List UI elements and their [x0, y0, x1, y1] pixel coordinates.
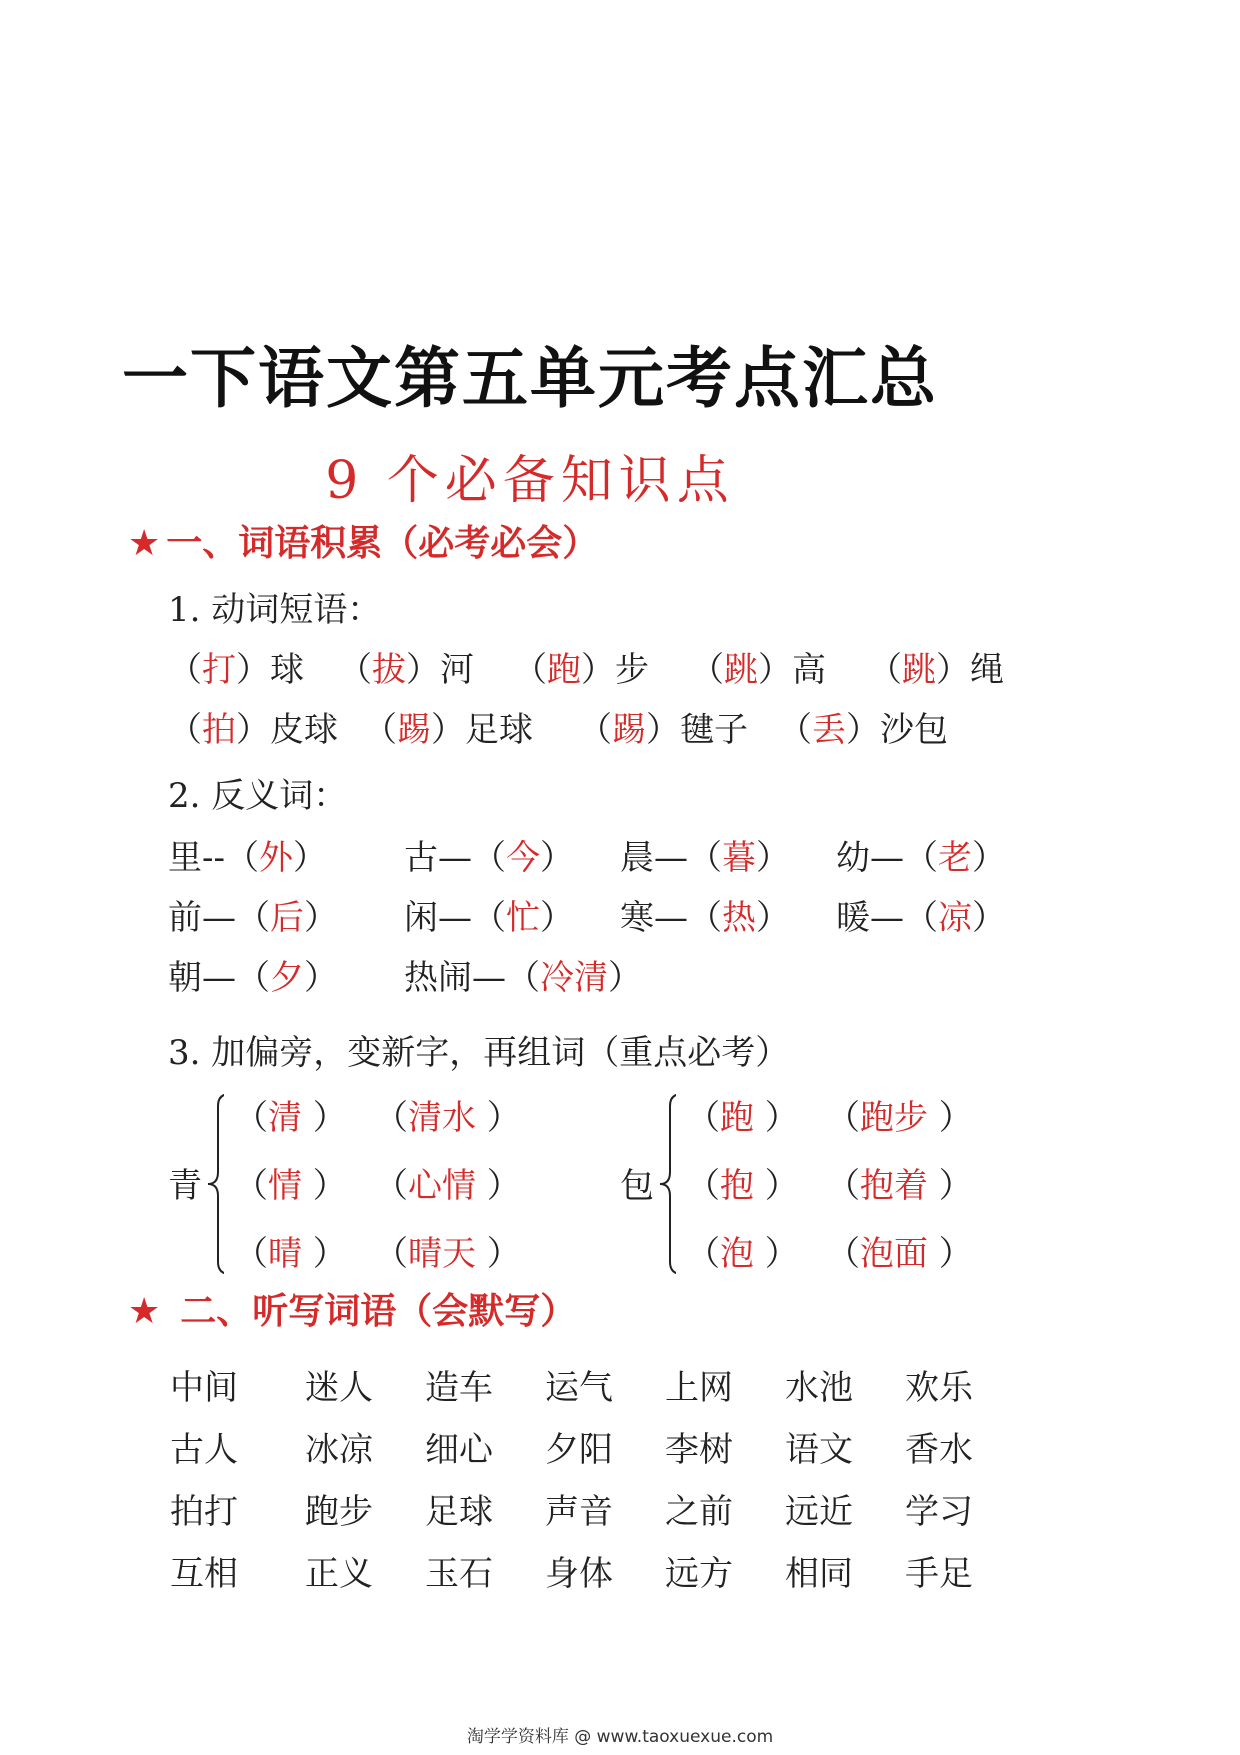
- paren-close: ）: [476, 1234, 521, 1274]
- new-word-slot: [374, 1226, 521, 1275]
- paren-open: （: [686, 1098, 720, 1138]
- antonym-answer: 热: [722, 898, 756, 938]
- section-1-heading-text: 一、词语积累（必考必会）: [166, 523, 599, 564]
- new-char-slot: [234, 1090, 347, 1139]
- new-word-answer: 心情: [408, 1166, 476, 1206]
- paren-open: （: [513, 650, 547, 690]
- new-word-slot: [826, 1158, 973, 1207]
- dictation-word: 李树: [665, 1430, 733, 1470]
- new-word-slot: [826, 1090, 973, 1139]
- verb-phrase: [868, 642, 1004, 691]
- dictation-word: 香水: [905, 1430, 973, 1470]
- paren-open: （: [234, 1166, 268, 1206]
- verb-phrase: [363, 702, 533, 751]
- dictation-word: 上网: [665, 1368, 733, 1408]
- new-char-slot: [234, 1158, 347, 1207]
- antonym-answer: 老: [938, 838, 972, 878]
- section-2-heading-text: 二、听写词语（会默写）: [180, 1291, 577, 1332]
- noun-word: 高: [792, 650, 826, 690]
- antonym-pair: [404, 890, 574, 939]
- dictation-word: 冰凉: [305, 1430, 373, 1470]
- new-word-answer: 抱着: [860, 1166, 928, 1206]
- antonym-word: 古—（: [404, 838, 506, 878]
- dictation-word: 学习: [905, 1492, 973, 1532]
- paren-close: ）: [406, 650, 440, 690]
- dictation-word: 声音: [545, 1492, 613, 1532]
- paren-close: ）: [608, 958, 642, 998]
- antonym-answer: 后: [270, 898, 304, 938]
- dictation-word: 足球: [425, 1492, 493, 1532]
- dictation-word: 之前: [665, 1492, 733, 1532]
- new-word-slot: [826, 1226, 973, 1275]
- verb-answer: 跳: [724, 650, 758, 690]
- verb-phrase: [168, 702, 338, 751]
- noun-word: 毽子: [680, 710, 748, 750]
- noun-word: 河: [440, 650, 474, 690]
- paren-close: ）: [236, 710, 270, 750]
- paren-open: （: [338, 650, 372, 690]
- dictation-word: 古人: [170, 1430, 238, 1470]
- paren-close: ）: [581, 650, 615, 690]
- paren-close: ）: [754, 1234, 799, 1274]
- paren-open: （: [374, 1098, 408, 1138]
- antonym-pair: [836, 830, 1006, 879]
- paren-close: ）: [304, 958, 338, 998]
- paren-close: ）: [754, 1098, 799, 1138]
- verb-answer: 拔: [372, 650, 406, 690]
- dictation-word: 身体: [545, 1554, 613, 1594]
- new-word-slot: [374, 1158, 521, 1207]
- paren-open: （: [374, 1166, 408, 1206]
- antonym-word: 朝—（: [168, 958, 270, 998]
- antonym-answer: 今: [506, 838, 540, 878]
- dictation-word: 迷人: [305, 1368, 373, 1408]
- verb-answer: 踢: [612, 710, 646, 750]
- part-1-label: 1. 动词短语：: [168, 590, 382, 630]
- antonym-answer: 夕: [270, 958, 304, 998]
- paren-open: （: [363, 710, 397, 750]
- verb-phrase: [690, 642, 826, 691]
- antonym-answer: 凉: [938, 898, 972, 938]
- new-char-slot: [686, 1158, 799, 1207]
- paren-open: （: [826, 1166, 860, 1206]
- dictation-word: 远方: [665, 1554, 733, 1594]
- noun-word: 球: [270, 650, 304, 690]
- antonym-word: 前—（: [168, 898, 270, 938]
- page-title: 一下语文第五单元考点汇总: [122, 340, 938, 417]
- paren-close: ）: [928, 1234, 973, 1274]
- dictation-word: 跑步: [305, 1492, 373, 1532]
- dictation-word: 中间: [170, 1368, 238, 1408]
- paren-open: （: [234, 1234, 268, 1274]
- dictation-word: 运气: [545, 1368, 613, 1408]
- paren-open: （: [578, 710, 612, 750]
- paren-close: ）: [292, 838, 327, 878]
- star-icon: ★: [128, 1291, 161, 1332]
- curly-brace-icon: [658, 1090, 676, 1278]
- new-char-answer: 抱: [720, 1166, 754, 1206]
- radical-root-char: 包: [620, 1166, 654, 1206]
- antonym-word: 暖—（: [836, 898, 938, 938]
- noun-word: 绳: [970, 650, 1004, 690]
- paren-close: ）: [304, 898, 338, 938]
- antonym-pair: [620, 890, 790, 939]
- star-icon: ★: [128, 523, 161, 564]
- antonym-word: 闲—（: [404, 898, 506, 938]
- antonym-word: 里--（: [168, 838, 259, 878]
- page-subtitle: 9 个必备知识点: [325, 451, 735, 511]
- antonym-word: 幼—（: [836, 838, 938, 878]
- part-2-label: 2. 反义词：: [168, 776, 348, 816]
- antonym-pair: [620, 830, 790, 879]
- new-word-answer: 跑步: [860, 1098, 928, 1138]
- paren-close: ）: [476, 1166, 521, 1206]
- paren-close: ）: [936, 650, 970, 690]
- dictation-word: 造车: [425, 1368, 493, 1408]
- paren-open: （: [234, 1098, 268, 1138]
- paren-close: ）: [846, 710, 880, 750]
- verb-phrase: [168, 642, 304, 691]
- paren-close: ）: [431, 710, 465, 750]
- verb-answer: 打: [202, 650, 236, 690]
- paren-close: ）: [928, 1166, 973, 1206]
- antonym-pair: [168, 950, 338, 999]
- new-word-answer: 晴天: [408, 1234, 476, 1274]
- paren-close: ）: [754, 1166, 799, 1206]
- paren-close: ）: [302, 1234, 347, 1274]
- antonym-answer: 忙: [506, 898, 540, 938]
- paren-close: ）: [236, 650, 270, 690]
- footer-watermark: 淘学学资料库 @ www.taoxuexue.com: [466, 1727, 774, 1747]
- paren-open: （: [168, 710, 202, 750]
- dictation-word: 玉石: [425, 1554, 493, 1594]
- paren-close: ）: [646, 710, 680, 750]
- verb-answer: 跑: [547, 650, 581, 690]
- antonym-pair: [404, 830, 574, 879]
- paren-close: ）: [928, 1098, 973, 1138]
- antonym-answer: 外: [258, 838, 293, 878]
- noun-word: 皮球: [270, 710, 338, 750]
- antonym-word: 晨—（: [620, 838, 722, 878]
- paren-open: （: [826, 1098, 860, 1138]
- new-char-answer: 晴: [268, 1234, 302, 1274]
- antonym-pair: [168, 830, 327, 879]
- paren-close: ）: [476, 1098, 521, 1138]
- paren-open: （: [686, 1234, 720, 1274]
- new-word-answer: 清水: [408, 1098, 476, 1138]
- verb-phrase: [578, 702, 748, 751]
- part-3-label: 3. 加偏旁，变新字，再组词（重点必考）: [168, 1033, 790, 1073]
- radical-root-char: 青: [168, 1166, 202, 1206]
- paren-open: （: [826, 1234, 860, 1274]
- paren-close: ）: [302, 1098, 347, 1138]
- verb-answer: 丢: [812, 710, 846, 750]
- dictation-word: 互相: [170, 1554, 238, 1594]
- paren-open: （: [690, 650, 724, 690]
- curly-brace-icon: [206, 1090, 224, 1278]
- verb-phrase: [338, 642, 474, 691]
- antonym-pair: [168, 890, 338, 939]
- new-char-answer: 清: [268, 1098, 302, 1138]
- antonym-word: 寒—（: [620, 898, 722, 938]
- new-char-slot: [234, 1226, 347, 1275]
- verb-phrase: [778, 702, 948, 751]
- new-char-answer: 跑: [720, 1098, 754, 1138]
- new-char-slot: [686, 1226, 799, 1275]
- new-char-slot: [686, 1090, 799, 1139]
- section-2-heading: [128, 1283, 576, 1334]
- section-1-heading: [128, 515, 598, 566]
- paren-close: ）: [540, 898, 574, 938]
- paren-open: （: [374, 1234, 408, 1274]
- new-char-answer: 情: [268, 1166, 302, 1206]
- noun-word: 足球: [465, 710, 533, 750]
- paren-close: ）: [756, 838, 790, 878]
- dictation-word: 相同: [785, 1554, 853, 1594]
- paren-close: ）: [756, 898, 790, 938]
- paren-close: ）: [540, 838, 574, 878]
- paren-close: ）: [972, 898, 1006, 938]
- paren-open: （: [868, 650, 902, 690]
- antonym-answer: 暮: [722, 838, 756, 878]
- new-char-answer: 泡: [720, 1234, 754, 1274]
- dictation-word: 欢乐: [905, 1368, 973, 1408]
- dictation-word: 水池: [785, 1368, 853, 1408]
- antonym-pair: [836, 890, 1006, 939]
- noun-word: 沙包: [880, 710, 948, 750]
- paren-close: ）: [302, 1166, 347, 1206]
- new-word-slot: [374, 1090, 521, 1139]
- paren-open: （: [168, 650, 202, 690]
- dictation-word: 语文: [785, 1430, 853, 1470]
- paren-close: ）: [758, 650, 792, 690]
- paren-open: （: [778, 710, 812, 750]
- dictation-word: 远近: [785, 1492, 853, 1532]
- verb-answer: 拍: [202, 710, 236, 750]
- dictation-word: 正义: [305, 1554, 373, 1594]
- antonym-answer: 冷清: [540, 958, 608, 998]
- antonym-pair: [404, 950, 642, 999]
- paren-open: （: [686, 1166, 720, 1206]
- paren-close: ）: [972, 838, 1006, 878]
- dictation-word: 手足: [905, 1554, 973, 1594]
- new-word-answer: 泡面: [860, 1234, 928, 1274]
- dictation-word: 细心: [425, 1430, 493, 1470]
- noun-word: 步: [615, 650, 649, 690]
- verb-answer: 踢: [397, 710, 431, 750]
- dictation-word: 拍打: [170, 1492, 238, 1532]
- verb-phrase: [513, 642, 649, 691]
- antonym-word: 热闹—（: [404, 958, 540, 998]
- dictation-word: 夕阳: [545, 1430, 613, 1470]
- verb-answer: 跳: [902, 650, 936, 690]
